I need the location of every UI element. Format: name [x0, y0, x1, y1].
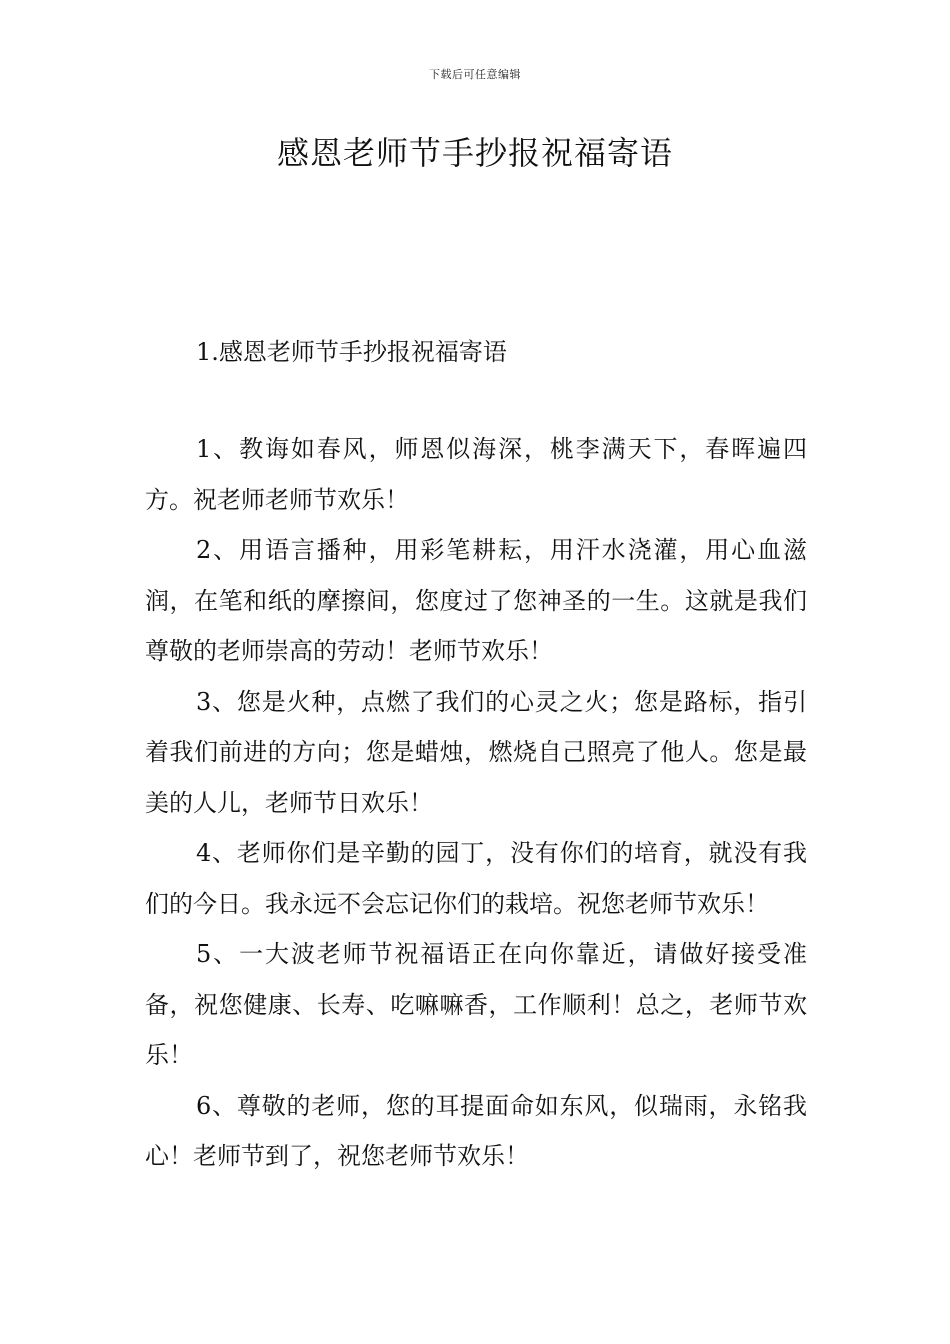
header-note: 下载后可任意编辑 [429, 68, 521, 81]
paragraph-1: 1、教诲如春风，师恩似海深，桃李满天下，春晖遍四方。祝老师老师节欢乐！ [145, 435, 807, 514]
document-title: 感恩老师节手抄报祝福寄语 [276, 134, 673, 172]
section-heading: 1.感恩老师节手抄报祝福寄语 [196, 338, 507, 366]
paragraph-6: 6、尊敬的老师，您的耳提面命如东风，似瑞雨，永铭我心！老师节到了，祝您老师节欢乐！ [145, 1091, 807, 1170]
body-text [145, 424, 807, 1182]
paragraph-5: 5、一大波老师节祝福语正在向你靠近，请做好接受准备，祝您健康、长寿、吃嘛嘛香，工作顺利！总之，老师节欢乐！ [145, 940, 807, 1069]
paragraph-4: 4、老师你们是辛勤的园丁，没有你们的培育，就没有我们的今日。我永远不会忘记你们的栽培。祝您老师节欢乐！ [145, 839, 807, 918]
paragraph-2: 2、用语言播种，用彩笔耕耘，用汗水浇灌，用心血滋润，在笔和纸的摩擦间，您度过了您神圣的一生。这就是我们尊敬的老师崇高的劳动！老师节欢乐！ [145, 536, 807, 665]
paragraph-3: 3、您是火种，点燃了我们的心灵之火；您是路标，指引着我们前进的方向；您是蜡烛，燃烧自己照亮了他人。您是最美的人儿，老师节日欢乐！ [145, 687, 807, 817]
